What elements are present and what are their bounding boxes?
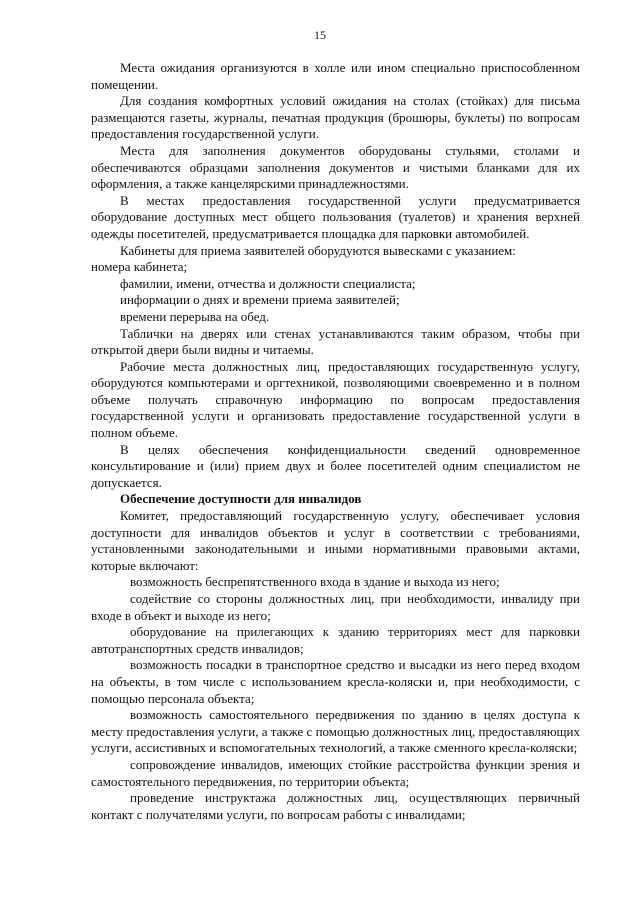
list-item-escort: сопровождение инвалидов, имеющих стойкие расстройства функции зрения и самостоятельного передвижения, по территории объекта; [91,756,580,789]
paragraph-comfort-conditions: Для создания комфортных условий ожидания на столах (стойках) для письма размещаются газеты, журналы, печатная продукция (брошюры, буклеты) по вопросам предоставления государственной услуги. [91,93,580,142]
paragraph-workplaces: Рабочие места должностных лиц, предоставляющих государственную услугу, оборудуются компьютерами и оргтехникой, позволяющими своевременно и в полном объеме получать справочную информацию по вопросам предоставления государственной услуги и организовать предоставление государственной услуги в полном объеме. [91,358,580,441]
paragraph-waiting-areas: Места ожидания организуются в холле или ином специально приспособленном помещении. [91,60,580,92]
list-item-unobstructed-entry: возможность беспрепятственного входа в здание и выхода из него; [130,574,500,590]
list-item-room-number: номера кабинета; [91,259,188,275]
list-item-staff-assistance: содействие со стороны должностных лиц, при необходимости, инвалиду при входе в объект и выходе из него; [91,591,580,623]
paragraph-door-plates: Таблички на дверях или стенах устанавливаются таким образом, чтобы при открытой двери были видны и читаемы. [91,325,580,358]
list-item-reception-days: информации о днях и времени приема заявителей; [120,292,400,308]
paragraph-public-facilities: В местах предоставления государственной услуги предусматривается оборудование доступных мест общего пользования (туалетов) и хранения верхней одежды посетителей, предусматривается площадка для парковки автомобилей. [91,192,580,241]
list-item-parking: оборудование на прилегающих к зданию территориях мест для парковки автотранспортных средств инвалидов; [91,624,580,656]
list-item-boarding-vehicle: возможность посадки в транспортное средство и высадки из него перед входом на объекты, в том числе с использованием кресла-коляски и, при необходимости, с помощью персонала объекта; [91,657,580,706]
paragraph-confidentiality: В целях обеспечения конфиденциальности сведений одновременное консультирование и (или) прием двух и более посетителей одним специалистом не допускается. [91,441,580,490]
list-item-lunch-break: времени перерыва на обед. [120,308,270,324]
document-body [91,60,580,823]
paragraph-document-filling: Места для заполнения документов оборудованы стульями, столами и обеспечиваются образцами заполнения документов и чистыми бланками для их оформления, а также канцелярскими принадлежностями. [91,142,580,192]
list-item-specialist-name: фамилии, имени, отчества и должности специалиста; [120,275,416,291]
list-item-independent-movement: возможность самостоятельного передвижения по зданию в целях доступа к месту предоставления услуги, а также с помощью должностных лиц, предоставляющих услуги, ассистивных и вспомогательных технологий, а также сменного кресла-коляски; [91,707,580,756]
paragraph-office-signs: Кабинеты для приема заявителей оборудуются вывесками с указанием: [120,242,516,258]
paragraph-committee-accessibility: Комитет, предоставляющий государственную услугу, обеспечивает условия доступности для инвалидов объектов и услуг в соответствии с требованиями, установленными законодательными и иными нормативными правовыми актами, которые включают: [91,508,580,573]
section-heading-accessibility: Обеспечение доступности для инвалидов [120,491,362,507]
list-item-staff-instruction: проведение инструктажа должностных лиц, осуществляющих первичный контакт с получателями услуги, по вопросам работы с инвалидами; [91,790,580,822]
page-number: 15 [314,28,326,42]
